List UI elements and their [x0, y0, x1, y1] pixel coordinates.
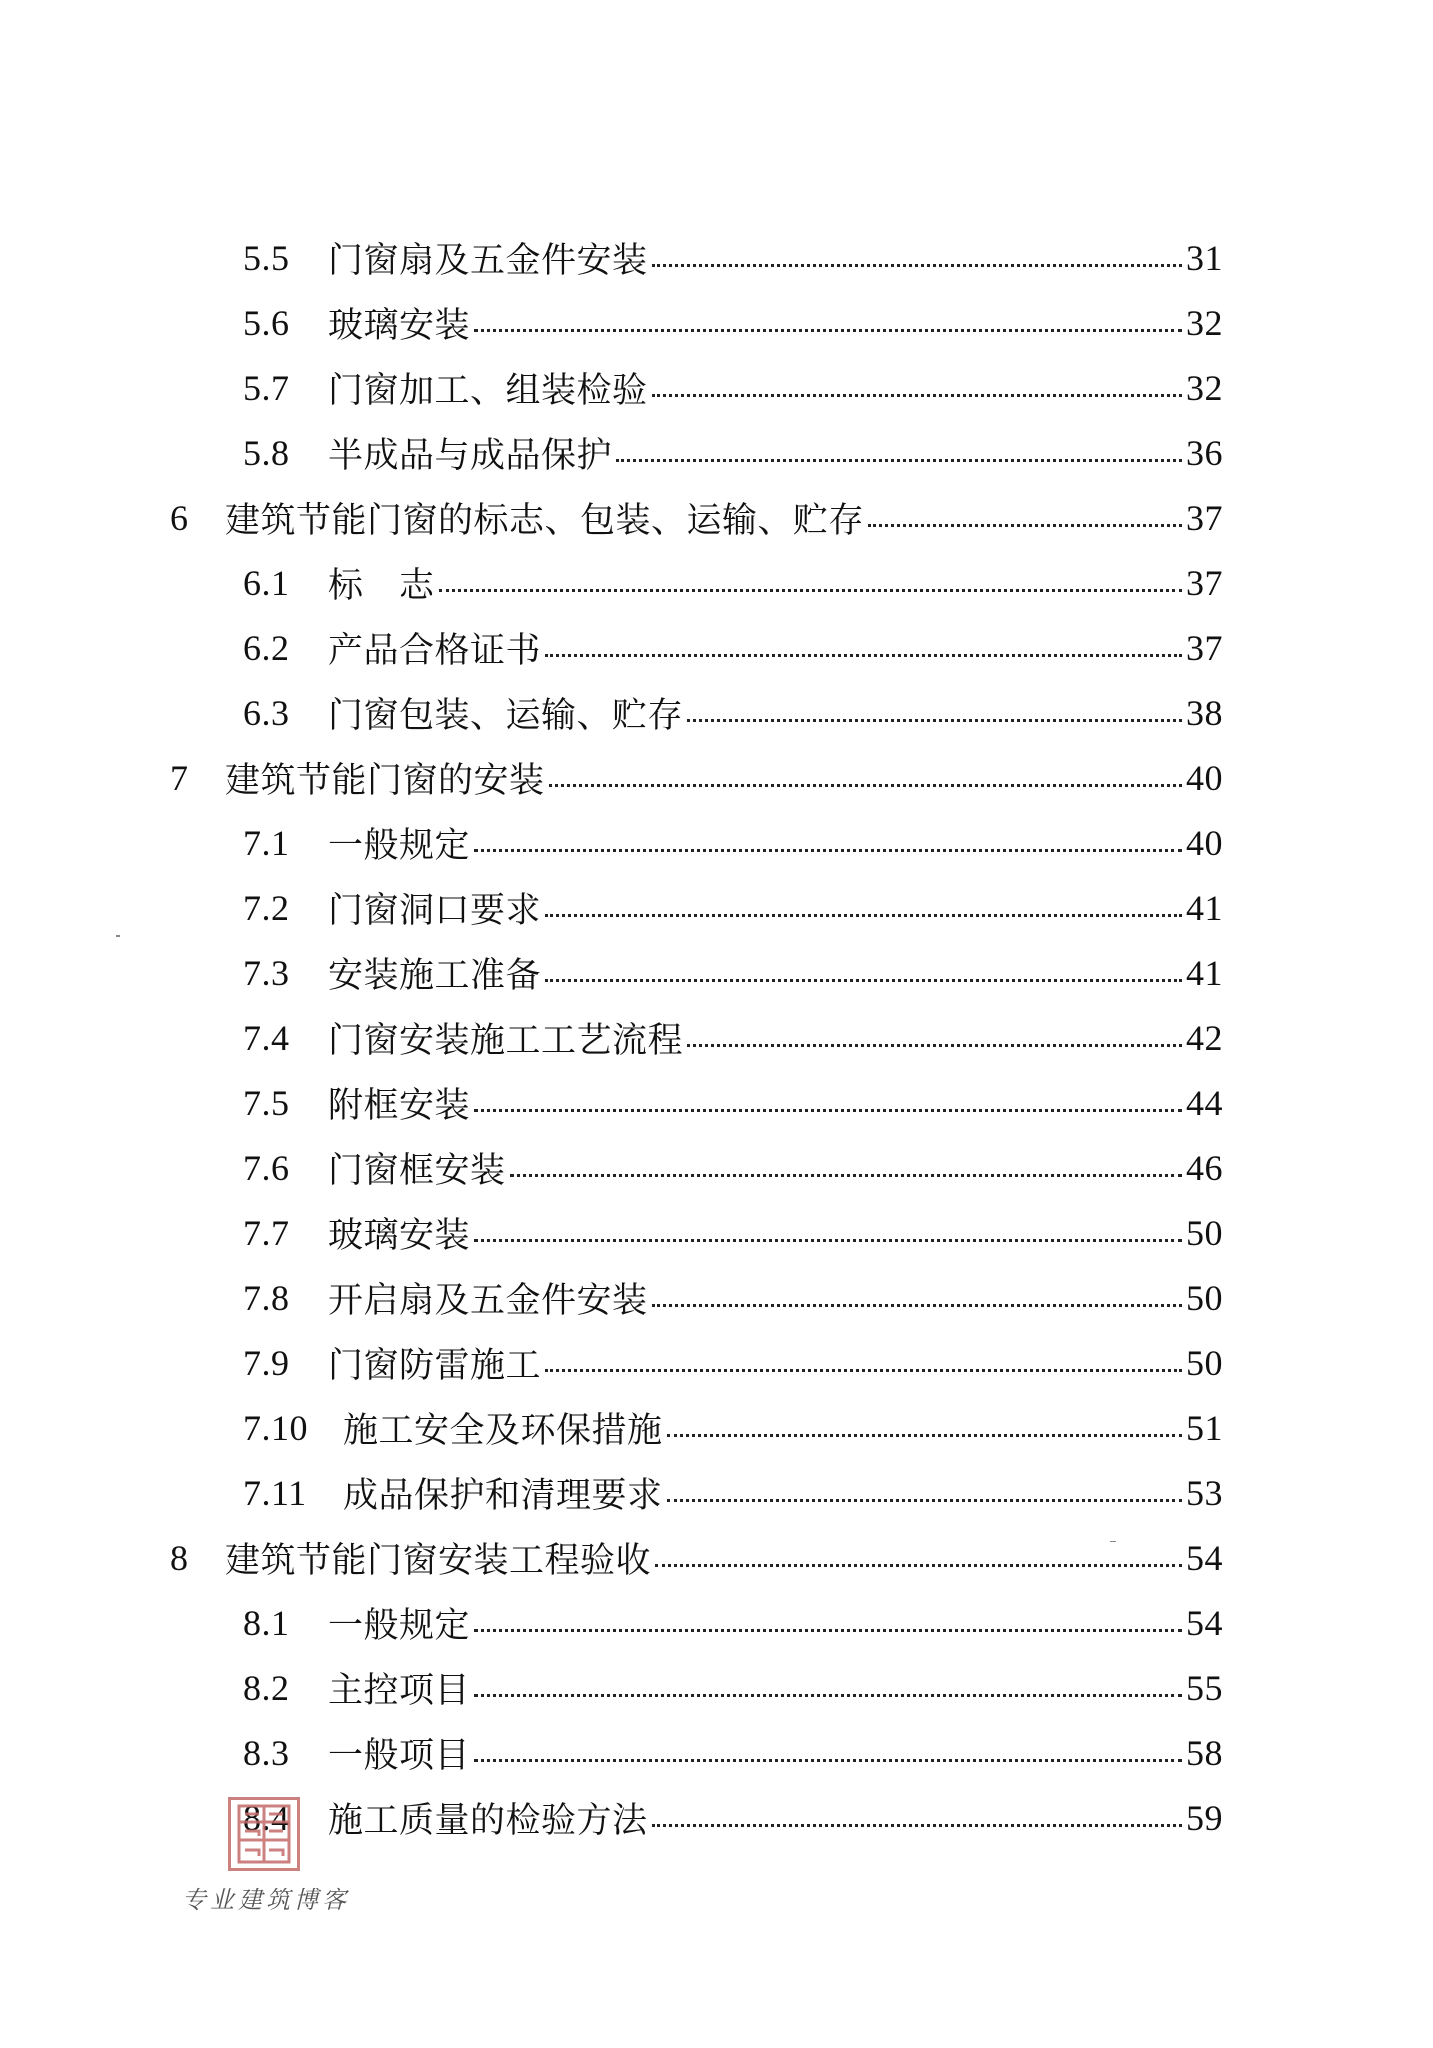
toc-dot-leader [652, 1304, 1182, 1307]
toc-page-number: 50 [1186, 1278, 1223, 1318]
toc-entry-title: 半成品与成品保护 [328, 436, 613, 476]
toc-dot-leader [868, 524, 1182, 527]
toc-entry-title: 门窗包装、运输、贮存 [328, 696, 684, 736]
toc-entry-title: 产品合格证书 [328, 631, 542, 671]
toc-dot-leader [545, 654, 1182, 657]
toc-section-entry[interactable] [0, 428, 1433, 478]
toc-chapter-entry[interactable] [0, 1533, 1433, 1583]
toc-entry-title: 玻璃安装 [328, 1216, 471, 1256]
toc-page-number: 31 [1186, 238, 1223, 278]
toc-page-number: 42 [1186, 1018, 1223, 1058]
toc-dot-leader [545, 979, 1182, 982]
toc-section-entry[interactable] [0, 1663, 1433, 1713]
toc-entry-number: 8.3 [243, 1733, 290, 1773]
toc-entry-number: 7.3 [243, 953, 290, 993]
toc-entry-title: 施工质量的检验方法 [328, 1801, 648, 1841]
toc-dot-leader [655, 1564, 1182, 1567]
toc-dot-leader [474, 1759, 1182, 1762]
toc-page-number: 59 [1186, 1798, 1223, 1838]
toc-entry-number: 8.1 [243, 1603, 290, 1643]
toc-page-number: 36 [1186, 433, 1223, 473]
toc-entry-number: 7.1 [243, 823, 290, 863]
toc-page-number: 37 [1186, 628, 1223, 668]
toc-section-entry[interactable] [0, 1598, 1433, 1648]
toc-entry-number: 8 [170, 1538, 189, 1578]
toc-section-entry[interactable] [0, 1403, 1433, 1453]
toc-entry-number: 8.2 [243, 1668, 290, 1708]
toc-entry-title: 建筑节能门窗的标志、包装、运输、贮存 [225, 501, 865, 541]
toc-section-entry[interactable] [0, 298, 1433, 348]
toc-entry-number: 6.2 [243, 628, 290, 668]
toc-section-entry[interactable] [0, 1273, 1433, 1323]
toc-entry-title: 开启扇及五金件安装 [328, 1281, 648, 1321]
toc-entry-title: 门窗加工、组装检验 [328, 371, 648, 411]
toc-entry-number: 7.5 [243, 1083, 290, 1123]
toc-entry-number: 7.7 [243, 1213, 290, 1253]
toc-entry-number: 5.8 [243, 433, 290, 473]
toc-section-entry[interactable] [0, 883, 1433, 933]
toc-section-entry[interactable] [0, 1208, 1433, 1258]
toc-entry-title: 门窗扇及五金件安装 [328, 241, 648, 281]
toc-section-entry[interactable] [0, 948, 1433, 998]
toc-dot-leader [667, 1434, 1182, 1437]
toc-section-entry[interactable] [0, 558, 1433, 608]
scan-speck [1110, 1541, 1116, 1542]
toc-entry-title: 一般项目 [328, 1736, 471, 1776]
toc-entry-title: 附框安装 [328, 1086, 471, 1126]
toc-page-number: 51 [1186, 1408, 1223, 1448]
toc-entry-number: 7.9 [243, 1343, 290, 1383]
toc-entry-title: 建筑节能门窗安装工程验收 [225, 1541, 652, 1581]
toc-entry-title: 标 志 [328, 566, 435, 606]
toc-entry-title: 建筑节能门窗的安装 [225, 761, 545, 801]
toc-dot-leader [439, 589, 1182, 592]
toc-entry-title: 一般规定 [328, 826, 471, 866]
toc-page-number: 37 [1186, 563, 1223, 603]
blog-watermark-text: 专业建筑博客 [182, 1886, 350, 1914]
toc-dot-leader [510, 1174, 1182, 1177]
toc-page-number: 58 [1186, 1733, 1223, 1773]
toc-entry-title: 门窗洞口要求 [328, 891, 542, 931]
toc-entry-number: 6 [170, 498, 189, 538]
toc-dot-leader [652, 394, 1182, 397]
toc-page-number: 54 [1186, 1603, 1223, 1643]
toc-section-entry[interactable] [0, 1793, 1433, 1843]
toc-entry-title: 门窗框安装 [328, 1151, 506, 1191]
toc-dot-leader [474, 1629, 1182, 1632]
toc-dot-leader [474, 1694, 1182, 1697]
toc-section-entry[interactable] [0, 818, 1433, 868]
toc-entry-number: 7.8 [243, 1278, 290, 1318]
toc-dot-leader [687, 719, 1182, 722]
toc-dot-leader [474, 1109, 1182, 1112]
toc-section-entry[interactable] [0, 1143, 1433, 1193]
toc-entry-number: 7.11 [243, 1473, 307, 1513]
toc-entry-number: 7.2 [243, 888, 290, 928]
toc-page-number: 53 [1186, 1473, 1223, 1513]
toc-entry-number: 7 [170, 758, 189, 798]
toc-entry-number: 6.3 [243, 693, 290, 733]
toc-entry-number: 8.4 [243, 1798, 290, 1838]
toc-entry-title: 成品保护和清理要求 [343, 1476, 663, 1516]
toc-dot-leader [667, 1499, 1182, 1502]
toc-page-number: 44 [1186, 1083, 1223, 1123]
toc-chapter-entry[interactable] [0, 753, 1433, 803]
toc-dot-leader [545, 914, 1182, 917]
toc-section-entry[interactable] [0, 363, 1433, 413]
toc-page-number: 37 [1186, 498, 1223, 538]
toc-page-number: 40 [1186, 823, 1223, 863]
toc-entry-number: 6.1 [243, 563, 290, 603]
toc-dot-leader [652, 1824, 1182, 1827]
toc-entry-number: 7.6 [243, 1148, 290, 1188]
toc-entry-number: 5.6 [243, 303, 290, 343]
toc-page-number: 40 [1186, 758, 1223, 798]
toc-dot-leader [652, 264, 1182, 267]
toc-dot-leader [687, 1044, 1182, 1047]
toc-page-number: 55 [1186, 1668, 1223, 1708]
toc-entry-title: 主控项目 [328, 1671, 471, 1711]
toc-section-entry[interactable] [0, 1078, 1433, 1128]
toc-section-entry[interactable] [0, 623, 1433, 673]
toc-section-entry[interactable] [0, 1468, 1433, 1518]
toc-entry-number: 7.10 [243, 1408, 308, 1448]
toc-entry-number: 5.5 [243, 238, 290, 278]
toc-dot-leader [474, 849, 1182, 852]
toc-page-number: 54 [1186, 1538, 1223, 1578]
toc-section-entry[interactable] [0, 1728, 1433, 1778]
toc-entry-title: 门窗安装施工工艺流程 [328, 1021, 684, 1061]
toc-section-entry[interactable] [0, 1338, 1433, 1388]
toc-page-number: 32 [1186, 368, 1223, 408]
toc-dot-leader [474, 329, 1182, 332]
toc-page-number: 41 [1186, 888, 1223, 928]
toc-entry-title: 玻璃安装 [328, 306, 471, 346]
toc-entry-title: 施工安全及环保措施 [343, 1411, 663, 1451]
toc-entry-title: 安装施工准备 [328, 956, 542, 996]
toc-dot-leader [545, 1369, 1182, 1372]
toc-page-number: 50 [1186, 1213, 1223, 1253]
scan-speck [116, 935, 120, 937]
toc-entry-number: 7.4 [243, 1018, 290, 1058]
toc-page-number: 41 [1186, 953, 1223, 993]
toc-chapter-entry[interactable] [0, 493, 1433, 543]
toc-page-number: 50 [1186, 1343, 1223, 1383]
toc-section-entry[interactable] [0, 688, 1433, 738]
toc-dot-leader [616, 459, 1182, 462]
toc-page-number: 38 [1186, 693, 1223, 733]
toc-page-number: 32 [1186, 303, 1223, 343]
toc-section-entry[interactable] [0, 233, 1433, 283]
toc-dot-leader [474, 1239, 1182, 1242]
toc-entry-title: 一般规定 [328, 1606, 471, 1646]
toc-section-entry[interactable] [0, 1013, 1433, 1063]
toc-entry-number: 5.7 [243, 368, 290, 408]
toc-entry-title: 门窗防雷施工 [328, 1346, 542, 1386]
toc-dot-leader [549, 784, 1182, 787]
toc-page-number: 46 [1186, 1148, 1223, 1188]
seal-stamp-icon [228, 1797, 300, 1871]
